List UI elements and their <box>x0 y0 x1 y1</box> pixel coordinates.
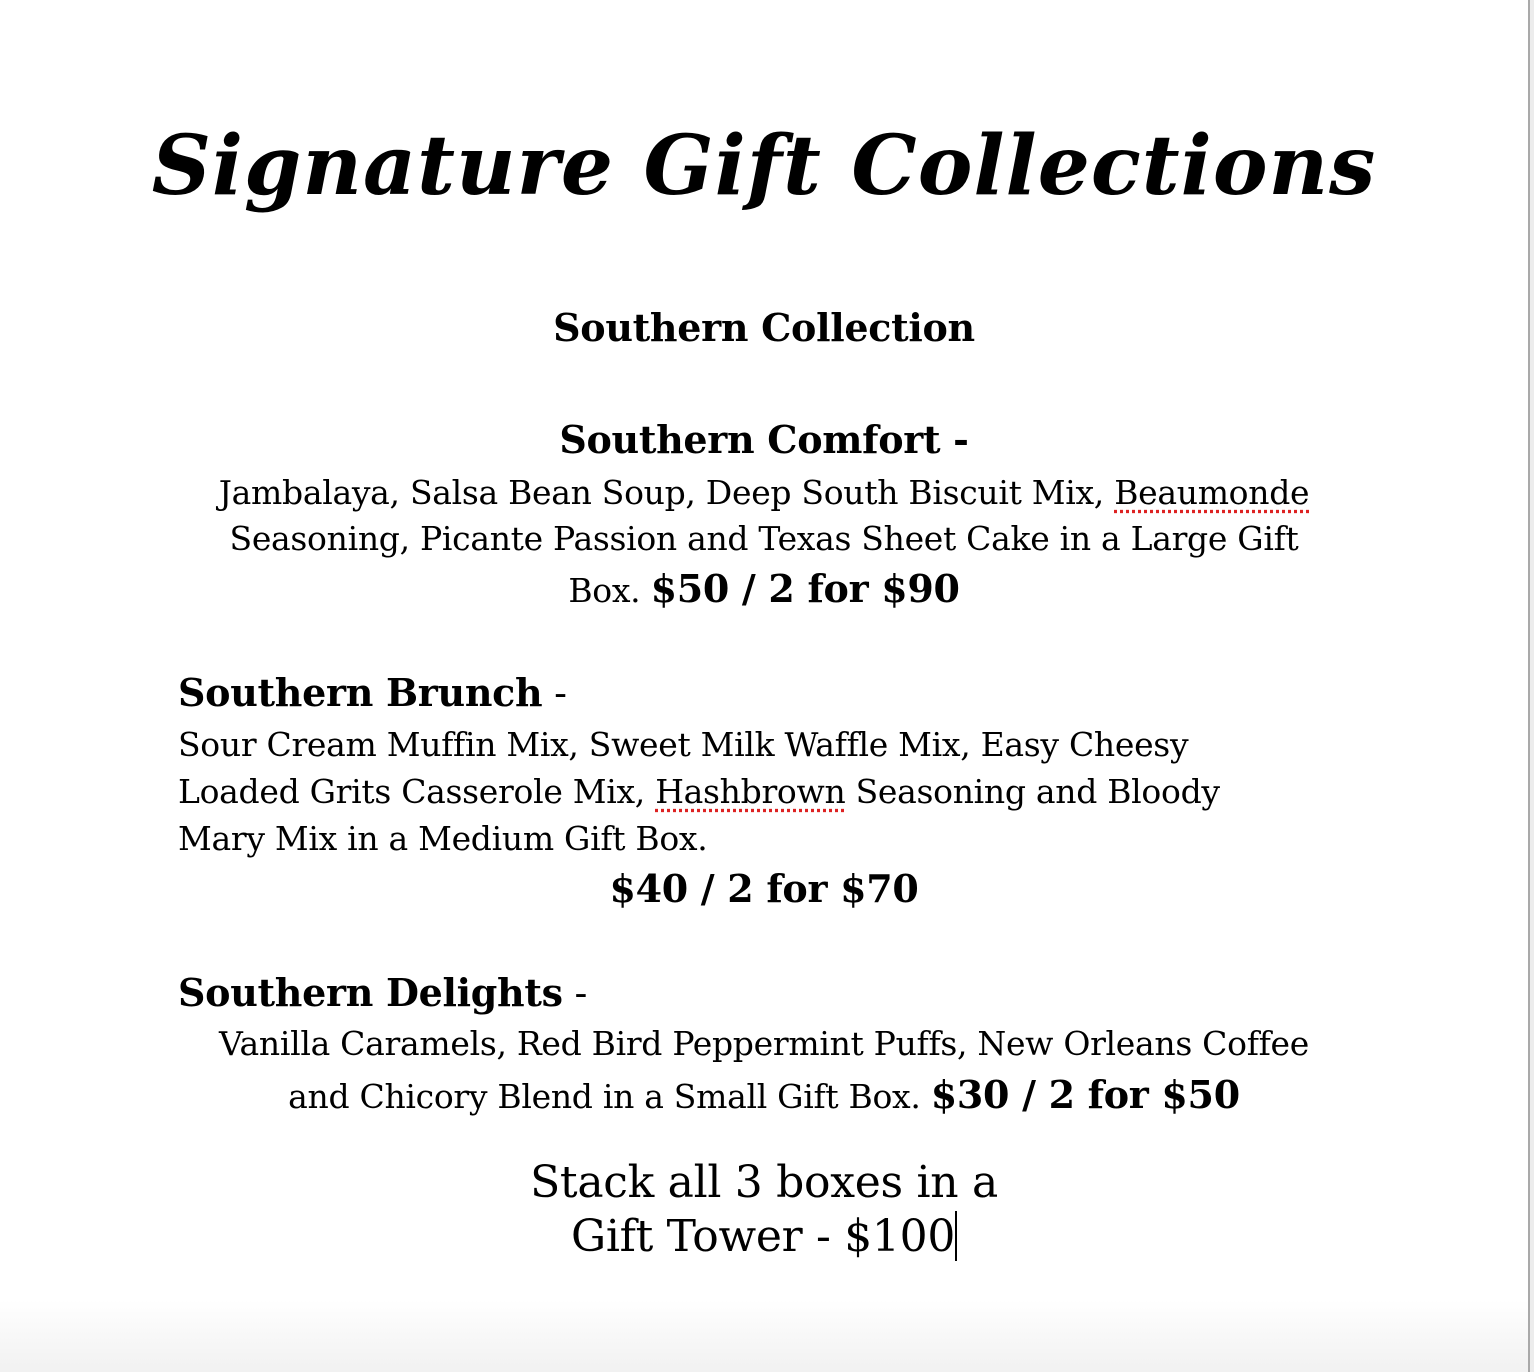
item-price: $40 / 2 for $70 <box>609 866 919 911</box>
item-description: Loaded Grits Casserole Mix, Hashbrown Seasoning and Bloody <box>178 772 1220 811</box>
item-description: Sour Cream Muffin Mix, Sweet Milk Waffle Mix, Easy Cheesy <box>178 725 1189 764</box>
tower-offer: Gift Tower - $100 <box>570 1211 956 1262</box>
item-heading: Southern Brunch - <box>178 670 567 715</box>
window-border <box>1530 0 1534 1372</box>
item-heading: Southern Comfort - <box>559 417 969 462</box>
document-title: Signature Gift Collections <box>151 118 1377 214</box>
text-cursor <box>955 1211 957 1261</box>
spelling-error[interactable]: Hashbrown <box>655 772 846 811</box>
item-description: Jambalaya, Salsa Bean Soup, Deep South Biscuit Mix, Beaumonde <box>218 473 1310 512</box>
item-price: $30 / 2 for $50 <box>930 1072 1240 1117</box>
item-heading: Southern Delights - <box>178 970 588 1015</box>
spelling-error[interactable]: Beaumonde <box>1114 473 1310 512</box>
item-description: Mary Mix in a Medium Gift Box. <box>178 819 708 858</box>
item-description: Vanilla Caramels, Red Bird Peppermint Puffs, New Orleans Coffee <box>219 1024 1309 1063</box>
item-price: $50 / 2 for $90 <box>650 566 960 611</box>
tower-offer: Stack all 3 boxes in a <box>530 1157 998 1208</box>
item-description: and Chicory Blend in a Small Gift Box. $30 / 2 for $50 <box>288 1072 1240 1117</box>
item-description: Box. $50 / 2 for $90 <box>568 566 960 611</box>
item-description: Seasoning, Picante Passion and Texas Sheet Cake in a Large Gift <box>229 519 1299 558</box>
collection-heading: Southern Collection <box>553 305 975 350</box>
